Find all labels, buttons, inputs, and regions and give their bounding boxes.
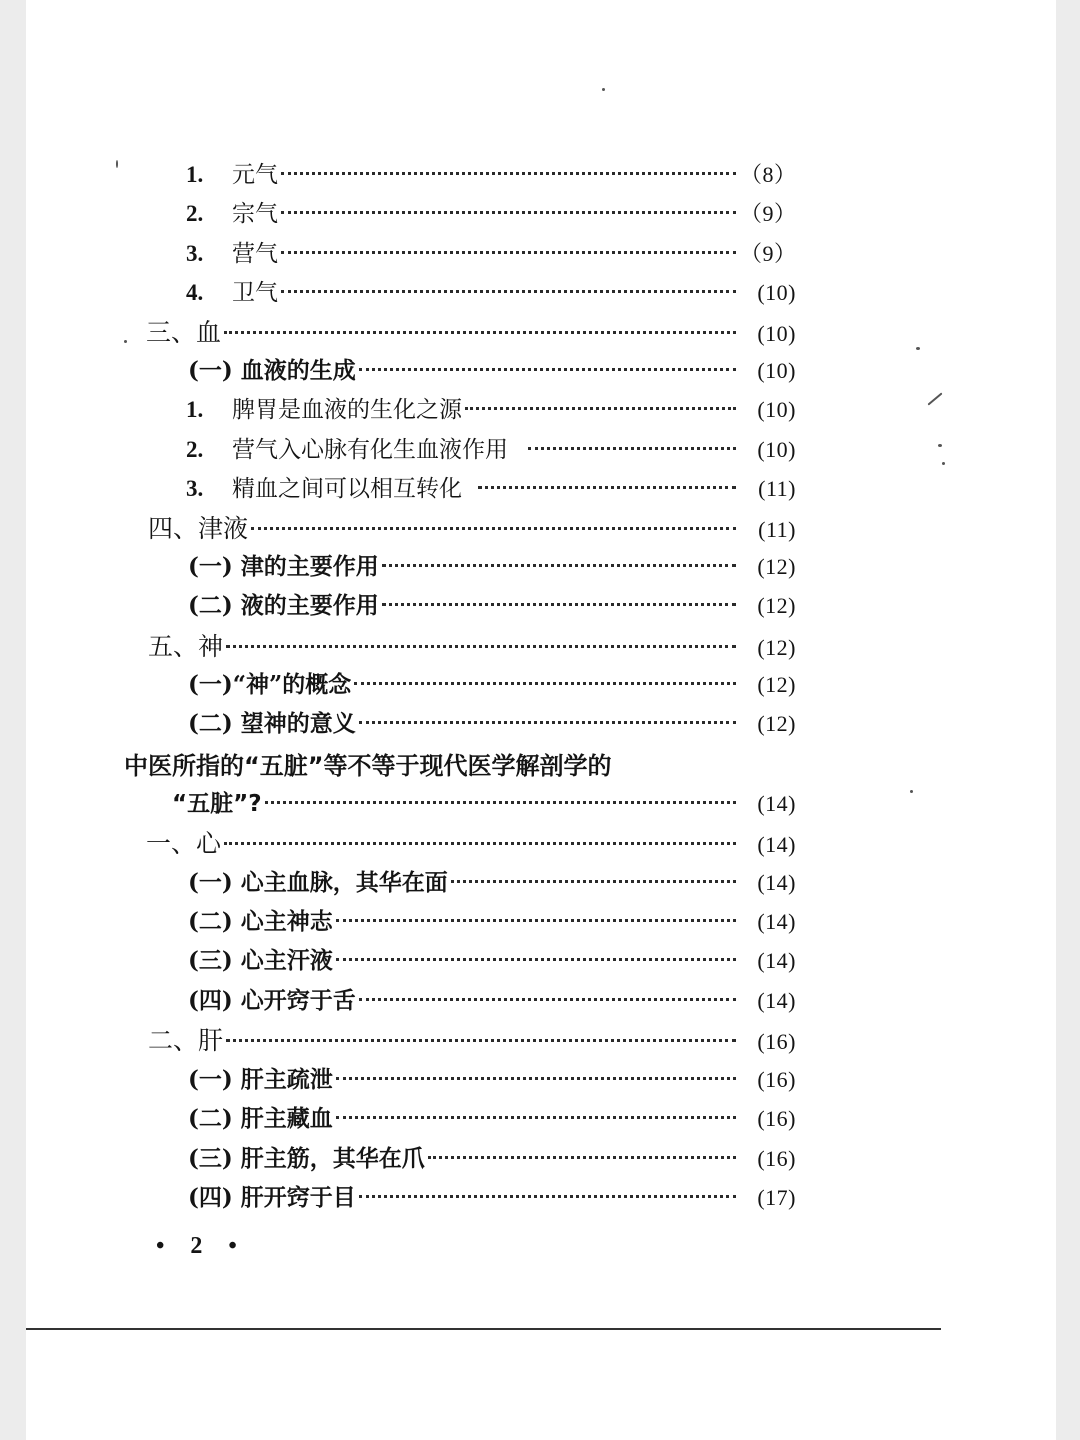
leader-dots	[336, 1116, 736, 1119]
toc-row	[172, 785, 796, 821]
toc-row-label: 卫气	[232, 280, 278, 306]
scan-speck	[116, 160, 118, 168]
toc-row	[148, 509, 796, 545]
toc-row-number: 4.	[186, 280, 204, 305]
toc-row	[146, 824, 796, 860]
table-of-contents	[26, 0, 1056, 1440]
toc-row-label: 元气	[232, 162, 278, 188]
toc-row-number: 3.	[186, 241, 204, 266]
toc-row	[188, 982, 796, 1018]
scan-speck	[938, 444, 942, 447]
toc-row-page: (10)	[757, 437, 796, 462]
toc-row-page: (14)	[757, 870, 796, 895]
toc-row-number: 1.	[186, 397, 204, 422]
leader-dots	[281, 251, 736, 254]
toc-row-page: (14)	[757, 832, 796, 857]
leader-dots	[224, 331, 736, 334]
leader-dots	[281, 290, 736, 293]
toc-row	[188, 548, 796, 584]
toc-row-number: 3.	[186, 476, 204, 501]
toc-row-label: (一) 血液的生成	[188, 357, 356, 384]
leader-dots	[359, 1195, 736, 1198]
toc-row-label: (四) 心开窍于舌	[188, 987, 356, 1014]
leader-dots	[382, 603, 736, 606]
toc-row-label: 四、津液	[148, 514, 249, 543]
section-heading: 中医所指的“五脏”等不等于现代医学解剖学的	[124, 752, 612, 780]
leader-dots	[478, 486, 736, 489]
leader-dots	[336, 958, 736, 961]
toc-row	[188, 666, 796, 702]
leader-dots	[281, 211, 736, 214]
toc-row-page: (10)	[757, 358, 796, 383]
toc-row-page: (10)	[757, 280, 796, 305]
toc-row-label: (二) 液的主要作用	[188, 592, 379, 619]
toc-row-number: 2.	[186, 201, 204, 226]
toc-row	[146, 313, 796, 349]
toc-row-label: (二) 心主神志	[188, 908, 333, 935]
toc-row	[188, 1100, 796, 1136]
toc-row-page: (16)	[757, 1146, 796, 1171]
scan-speck	[927, 392, 942, 405]
toc-row-page: (11)	[758, 517, 796, 542]
toc-row-label: “五脏”?	[172, 791, 262, 817]
toc-row-number: 1.	[186, 162, 204, 187]
toc-row	[186, 470, 796, 506]
leader-dots	[354, 682, 736, 685]
document-page	[26, 0, 1056, 1440]
toc-row-page: (17)	[757, 1185, 796, 1210]
toc-row-label: (一)“神”的概念	[188, 671, 352, 698]
toc-row	[186, 156, 796, 192]
toc-row-label: (一) 津的主要作用	[188, 553, 379, 580]
scan-speck	[602, 88, 605, 91]
toc-row	[188, 1061, 796, 1097]
leader-dots	[226, 645, 736, 648]
leader-dots	[382, 564, 736, 567]
toc-row-page: (14)	[757, 948, 796, 973]
toc-row-page: (12)	[757, 635, 796, 660]
toc-row-page: （9）	[740, 201, 797, 226]
toc-row-label: 二、肝	[148, 1026, 224, 1055]
toc-row-page: (12)	[757, 672, 796, 697]
leader-dots	[336, 919, 736, 922]
toc-row-label: 五、神	[148, 632, 224, 661]
leader-dots	[359, 998, 736, 1001]
toc-row-label: (四) 肝开窍于目	[188, 1184, 356, 1211]
toc-row-page: (10)	[757, 321, 796, 346]
toc-row	[188, 352, 796, 388]
toc-row-page: (12)	[757, 593, 796, 618]
toc-row-page: (12)	[757, 711, 796, 736]
leader-dots	[226, 1039, 736, 1042]
leader-dots	[265, 801, 736, 804]
toc-row	[186, 274, 796, 310]
page-number: • 2 •	[156, 1233, 247, 1259]
toc-row-label: 营气	[232, 241, 278, 267]
leader-dots	[451, 880, 736, 883]
scan-speck	[124, 340, 127, 343]
toc-row	[186, 195, 796, 231]
toc-row	[188, 864, 796, 900]
toc-row	[188, 1179, 796, 1215]
toc-row-page: (11)	[758, 476, 796, 501]
toc-row-label: (一) 肝主疏泄	[188, 1066, 333, 1093]
leader-dots	[359, 368, 736, 371]
toc-row-label: (二) 肝主藏血	[188, 1105, 333, 1132]
toc-row	[148, 1021, 796, 1057]
toc-row-page: (14)	[757, 988, 796, 1013]
toc-row-label: 宗气	[232, 201, 278, 227]
toc-row	[186, 235, 796, 271]
scan-speck	[942, 462, 945, 465]
leader-dots	[528, 447, 736, 450]
toc-row-page: （9）	[740, 241, 797, 266]
leader-dots	[251, 527, 736, 530]
leader-dots	[359, 721, 736, 724]
leader-dots	[428, 1156, 736, 1159]
leader-dots	[224, 842, 736, 845]
toc-row	[188, 903, 796, 939]
toc-row-label: (一) 心主血脉，其华在面	[188, 869, 448, 896]
toc-row-page: (10)	[757, 397, 796, 422]
toc-row-page: (16)	[757, 1067, 796, 1092]
toc-row-label: 三、血	[146, 318, 222, 347]
leader-dots	[281, 172, 736, 175]
toc-row-page: (12)	[757, 554, 796, 579]
toc-row	[188, 587, 796, 623]
toc-row	[188, 1140, 796, 1176]
toc-row-page: (16)	[757, 1029, 796, 1054]
scan-speck	[916, 347, 920, 350]
toc-row-label: 脾胃是血液的生化之源	[232, 397, 462, 423]
toc-row	[186, 431, 796, 467]
toc-row	[186, 391, 796, 427]
toc-row-label: 一、心	[146, 829, 222, 858]
toc-row-label: (三) 肝主筋，其华在爪	[188, 1145, 425, 1172]
toc-row-page: (14)	[757, 909, 796, 934]
toc-row-page: (14)	[757, 791, 796, 816]
page-bottom-rule	[26, 1328, 941, 1330]
toc-row-number: 2.	[186, 437, 204, 462]
toc-row-page: (16)	[757, 1106, 796, 1131]
leader-dots	[336, 1077, 736, 1080]
toc-row-page: （8）	[740, 162, 797, 187]
toc-row	[148, 627, 796, 663]
toc-row-label: (二) 望神的意义	[188, 710, 356, 737]
toc-row	[188, 705, 796, 741]
toc-row-label: 营气入心脉有化生血液作用	[232, 437, 508, 463]
leader-dots	[465, 407, 736, 410]
toc-row-label: 精血之间可以相互转化	[232, 476, 462, 502]
scan-speck	[910, 790, 913, 793]
toc-row-label: (三) 心主汗液	[188, 947, 333, 974]
toc-row	[188, 942, 796, 978]
